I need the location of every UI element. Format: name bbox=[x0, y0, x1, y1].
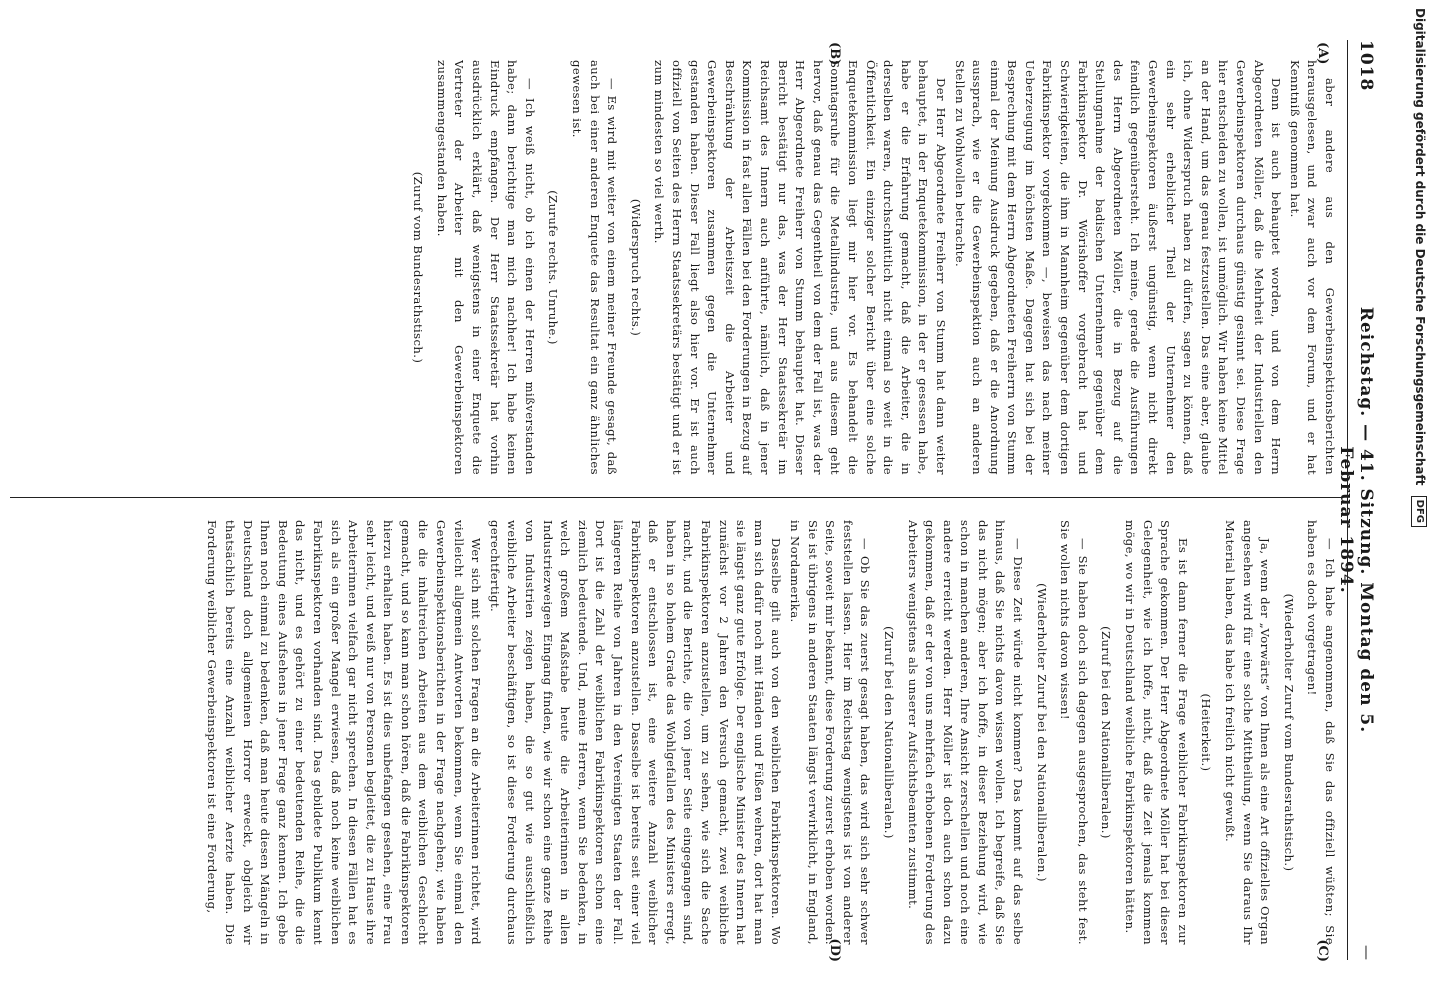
margin-marker-d: (D) bbox=[827, 938, 842, 962]
paragraph: — Es wird mit weiter von einem meiner Freunde gesagt, daß auch bei einer anderen Enquete das Resultat ein ganz ähnliches gewesen ist. bbox=[570, 60, 620, 475]
interjection: (Zuruf bei den Nationalliberalen.) bbox=[881, 626, 896, 839]
margin-marker-c: (C) bbox=[1315, 939, 1330, 962]
paragraph: Dasselbe gilt auch von den weiblichen Fabrikinspektoren. Wo man sich dafür noch mit Händen und Füßen wehren, dort hat man sie längst ganz gute Erfolge. Der englische Minister des Innern hat zunächst vor 2 Jahren den Versuch gemacht, zwei weibliche Fabrikinspektoren anzustellen, um zu sehen, wie sich die Sache macht, und die Berichte, die von jener Seite eingegangen sind, haben in so hohem Grade das Wohlgefallen des Ministers erregt, daß er entschlossen ist, eine weitere Anzahl weiblicher Fabrikinspektoren anzustellen. Dasselbe ist bereits seit einer viel längeren Reihe von Jahren in den Vereinigten Staaten der Fall. Dort ist die Zahl der weiblichen Fabrikinspektoren schon eine ziemlich bedeutende. Und, meine Herren, wenn Sie bedenken, in welch großem Maßstabe heute die Arbeiterinnen in allen Industriezweigen Eingang finden, wie wir schon eine ganze Reihe von Industrien zeigen haben, die so gut wie ausschließlich weibliche Arbeiter beschäftigen, so ist diese Forderung durchaus gerechtfertigt. bbox=[487, 520, 784, 945]
paragraph: Der Herr Abgeordnete Freiherr von Stumm hat dann weiter behauptet, in der Enquetekommission, in der er gesessen habe, habe er die Erfahrung gemacht, daß die Arbeiter, die in derselben waren, durchschnittlich nicht einmal so weit in die Öffentlichkeit. Ein einziger solcher Bericht über eine solche Enquetekommission liegt mir hier vor. Es behandelt die Sonntagsruhe für die Metallindustrie, und aus diesem geht hervor, daß genau das Gegentheil von dem der Fall ist, was der Herr Abgeordnete Freiherr von Stumm behauptet hat. Dieser Bericht bestätigt nur das, was der Herr Staatssekretär im Reichsamt des Innern auch anführte, nämlich, daß in jener Kommission in fast allen Fällen bei den Forderungen in Bezug auf Beschränkung der Arbeitszeit die Arbeiter und Gewerbeinspektoren zusammen gegen die Unternehmer gestanden haben. Dieser Fall liegt also hier vor. Er ist auch offiziell von Seiten des Herrn Staatssekretärs bestätigt und er ist zum mindesten so viel werth. bbox=[652, 60, 948, 475]
paragraph: — Ob Sie das zuerst gesagt haben, das wird sich sehr schwer feststellen lassen. Hier im Reichstag wenigstens ist von anderer Seite, soweit mir bekannt, diese Forderung zuerst erhoben worden. Sie ist übrigens in anderen Staaten längst verwirklicht, in England, in Nordamerika. bbox=[787, 520, 873, 945]
interjection: (Heiterkeit.) bbox=[1199, 693, 1214, 772]
right-column bbox=[20, 520, 1338, 945]
paragraph: — Ich habe angenommen, daß Sie das offiziell wüßten; Sie haben es doch vorgetragen! bbox=[1305, 520, 1337, 945]
margin-marker-a: (A) bbox=[1315, 42, 1330, 65]
paragraph: Ja, wenn der „Vorwärts“ von Ihnen als eine Art offizielles Organ angesehen wird für eine solche Mittheilung, wenn Sie daraus Ihr Material haben, das habe ich freilich nicht gewußt. bbox=[1223, 520, 1273, 945]
paragraph: aber andere aus den Gewerbeinspektionsberichten herausgelesen, und zwar auch vor dem Forum, und er hat Kenntniß genommen hat. bbox=[1287, 60, 1337, 475]
credit-text: Digitalisierung gefördert durch die Deutsche Forschungsgemeinschaft bbox=[1413, 8, 1427, 486]
running-head bbox=[1336, 40, 1376, 960]
interjection: (Zuruf vom Bundesrathstisch.) bbox=[411, 171, 426, 364]
interjection: (Zurufe rechts. Unruhe.) bbox=[546, 190, 561, 345]
interjection: (Wiederholter Zuruf bei den Nationalliberalen.) bbox=[1034, 583, 1049, 882]
paragraph: — Sie haben doch sich dagegen ausgesprochen, das steht fest. Sie wollen nichts davon wissen! bbox=[1058, 520, 1090, 945]
paragraph: — Diese Zeit würde nicht kommen? Das kommt auf das selbe hinaus, daß Sie nichts davon wissen wollen. Ich begreife, daß Sie das nicht mögen; aber ich hoffe, in dieser Beziehung wird, wie schon in manchen anderen, Ihre Ansicht zerschellen und noch eine andere erreicht werden. Herr Möller ist doch auch schon dazu gekommen, daß er der von uns mehrfach erhobenen Forderung des Arbeiters wenigstens als unserer Aufsichtsbeamten zustimmt. bbox=[905, 520, 1026, 945]
column-divider bbox=[10, 497, 1342, 498]
paragraph: — Ich weiß nicht, ob ich einen der Herren mißverstanden habe; dann berichtige man mich nachher! Ich habe keinen Eindruck empfangen. Der Herr Staatssekretär hat vorhin ausdrücklich erklärt, daß wenigstens in einer Enquete die Vertreter der Arbeiter mit den Gewerbeinspektoren zusammengestanden haben. bbox=[434, 60, 537, 475]
page-number: 1018 bbox=[1356, 40, 1376, 92]
paragraph: Denn ist auch behauptet worden, und von dem Herrn Abgeordneten Möller, daß die Mehrheit der Industriellen den Gewerbeinspektoren durchaus günstig gesinnt sei. Diese Frage hier entscheiden zu wollen, ist unmöglich. Wir haben keine Mittel an der Hand, um das genau festzustellen. Das eine aber, glaube ich, ohne Widerspruch naben zu dürfen, sagen zu können, daß ein sehr erheblicher Theil der Unternehmer den Gewerbeinspektoren äußerst ungünstig, wenn nicht direkt feindlich gegenübersteht. Ich meine, gerade die Ausführungen des Herrn Abgeordneten Möller, die in Bezug auf die Stellungnahme der badischen Unternehmer gegenüber dem Fabrikinspektor Dr. Wörishoffer vorgebracht hat und Schwierigkeiten, die ihm in Mannheim gegenüber dem dortigen Fabrikinspektor vorgekommen —, beweisen das nach meiner Ueberzeugung im höchsten Maße. Dagegen hat sich bei der Besprechung mit dem Herrn Abgeordneten Freiherrn von Stumm einmal der Meinung Ausdruck gegeben, daß er die Anordnung aussprach, wie er die Gewerbeinspektion auch an anderen Stellen zu Wohlwollen betrachte. bbox=[952, 60, 1284, 475]
paragraph: Wer sich mit solchen Fragen an die Arbeiterinnen richtet, wird vielleicht allgemein Antworten bekommen, wenn Sie einmal den Gewerbeinspektionsberichten in der Frage nachgehen; wie haben die die inhaltreichen Arbeiten aus dem weiblichen Geschlecht gemacht, und so kann man schon hören, daß die Fabrikinspektoren hierzu erhalten haben. Es ist dies unbefangen gesehen, eine Frau sehr leicht, und weiß nur von Personen begleitet, die zu Hause ihre Arbeiterinnen vielfach gar nicht sprechen. In diesen Fällen hat es sich als ein großer Mangel erwiesen, daß noch keine weiblichen Fabrikinspektoren vorhanden sind. Das gebildete Publikum kennt das nicht, und es gehört zu einer bedeutenden Reihe, die die Bedeutung eines Aufsehens in jener Frage ganz kennen. Ich gebe Ihnen noch einmal zu bedenken, daß man heute diesen Mängeln in Deutschland doch allgemeinen Horror erweckt, obgleich wir thatsächlich bereits eine Anzahl weiblicher Aerzte haben. Die Forderung weiblicher Gewerbeinspektoren ist eine Forderung, bbox=[205, 520, 484, 945]
interjection: (Wiederholter Zuruf vom Bundesrathstisch.) bbox=[1281, 593, 1296, 872]
paragraph: Es ist dann ferner die Frage weiblicher Fabrikinspektoren zur Sprache gekommen. Der Herr Abgeordnete Möller hat bei dieser Gelegenheit, wie ich hoffe, nicht, daß die Zeit jemals kommen möge, wo wir in Deutschland weibliche Fabrikinspektoren hätten. bbox=[1123, 520, 1190, 945]
dfg-logo: DFG bbox=[1412, 496, 1428, 527]
header-right-mark: — bbox=[1358, 945, 1376, 960]
interjection: (Widerspruch rechts.) bbox=[628, 198, 643, 337]
left-column bbox=[20, 60, 1338, 475]
page-title: Reichstag. — 41. Sitzung. Montag den 5. Februar 1894. bbox=[1336, 306, 1376, 734]
margin-marker-b: (B) bbox=[827, 42, 842, 66]
header-rule bbox=[1347, 40, 1348, 960]
interjection: (Zuruf bei den Nationalliberalen.) bbox=[1099, 626, 1114, 839]
digitization-credit-strip bbox=[1407, 0, 1432, 1000]
digitization-credit bbox=[1407, 0, 1432, 1008]
